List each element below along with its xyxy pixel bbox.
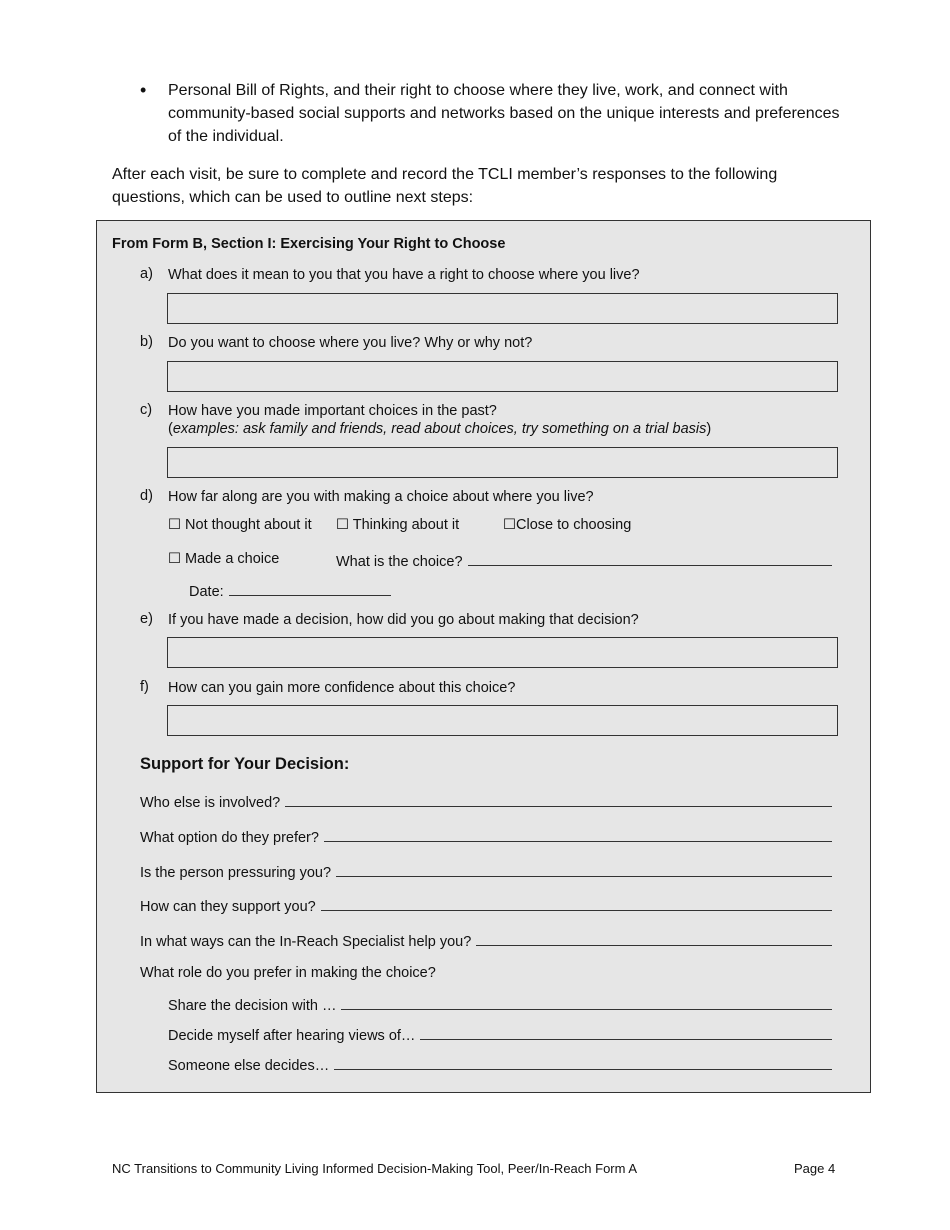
answer-f-box[interactable] [167,705,838,736]
answer-b-box[interactable] [167,361,838,392]
pressuring-row [140,862,832,882]
question-d-text: How far along are you with making a choice about where you live? [168,489,594,505]
question-c-note [168,420,711,438]
role-label: What role do you prefer in making the choice? [140,965,436,981]
answer-a-box[interactable] [167,293,838,324]
pressuring-label: Is the person pressuring you? [140,865,332,881]
intro-paragraph: After each visit, be sure to complete and record the TCLI member’s responses to the following questions, which can be used to outline next steps: [112,166,778,206]
share-field[interactable] [341,995,832,1010]
question-a-letter: a) [140,266,153,282]
share-row [168,995,832,1015]
someone-else-label: Someone else decides… [168,1058,330,1074]
what-option-row [140,827,832,847]
who-else-label: Who else is involved? [140,795,281,811]
choice-field[interactable] [468,551,832,566]
pressuring-field[interactable] [336,862,832,877]
how-support-row [140,896,832,916]
share-label: Share the decision with … [168,998,337,1014]
question-f-text: How can you gain more confidence about this choice? [168,680,516,696]
answer-c-box[interactable] [167,447,838,478]
role-row [140,965,832,985]
question-f-letter: f) [140,679,149,695]
option-made-choice[interactable]: ☐ Made a choice [168,551,280,567]
note-close-paren: ) [706,421,712,437]
footer-title: NC Transitions to Community Living Informed Decision-Making Tool, Peer/In-Reach Form A [112,1161,638,1176]
date-field[interactable] [229,581,391,596]
page-number: Page 4 [794,1161,836,1176]
decide-myself-field[interactable] [420,1025,832,1040]
answer-e-box[interactable] [167,637,838,668]
date-row [189,581,391,601]
specialist-field[interactable] [476,931,832,946]
who-else-row [140,792,832,812]
question-c-text: How have you made important choices in the past? [168,403,497,419]
someone-else-row [168,1055,832,1075]
decide-myself-label: Decide myself after hearing views of… [168,1028,416,1044]
option-close-to-choosing[interactable]: ☐Close to choosing [503,517,632,533]
bullet-dot: • [140,80,147,100]
what-option-field[interactable] [324,827,832,842]
decide-myself-row [168,1025,832,1045]
option-not-thought[interactable]: ☐ Not thought about it [168,517,312,533]
question-a-text: What does it mean to you that you have a right to choose where you live? [168,267,640,283]
section-title: From Form B, Section I: Exercising Your Right to Choose [112,236,506,252]
option-thinking[interactable]: ☐ Thinking about it [336,517,460,533]
who-else-field[interactable] [285,792,832,807]
how-support-label: How can they support you? [140,899,316,915]
question-b-text: Do you want to choose where you live? Why or why not? [168,335,533,351]
note-open-paren: ( [168,421,173,437]
what-option-label: What option do they prefer? [140,830,319,846]
note-examples: examples: ask family and friends, read about choices, try something on a trial basis [172,421,707,437]
someone-else-field[interactable] [334,1055,832,1070]
question-b-letter: b) [140,334,153,350]
question-d-letter: d) [140,488,153,504]
specialist-label: In what ways can the In-Reach Specialist help you? [140,934,472,950]
bullet-text: Personal Bill of Rights, and their right to choose where they live, work, and connect with community-based social supports and networks based on the unique interests and preferences of the individual. [168,82,840,145]
choice-label: What is the choice? [336,554,463,570]
support-title: Support for Your Decision: [140,755,350,773]
how-support-field[interactable] [321,896,832,911]
choice-row [336,551,832,571]
specialist-row [140,931,832,951]
question-c-letter: c) [140,402,153,418]
question-e-letter: e) [140,611,153,627]
question-e-text: If you have made a decision, how did you go about making that decision? [168,612,639,628]
date-label: Date: [189,584,224,600]
